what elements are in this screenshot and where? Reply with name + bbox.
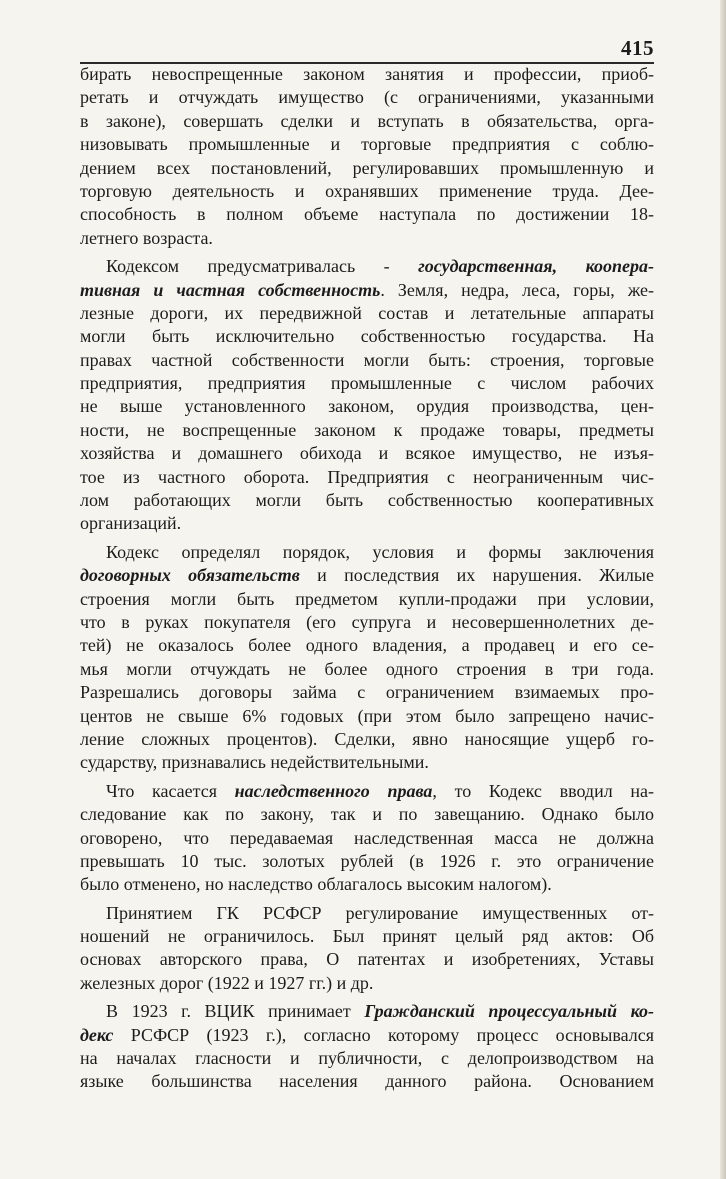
text-line <box>80 325 654 348</box>
text-run: могли быть исключительно собственностью государства. На <box>80 326 654 347</box>
text-run: способность в полном объеме наступала по достижении 18- <box>80 204 654 225</box>
text-line <box>80 873 654 896</box>
text-run: Разрешались договоры займа с ограничением взимаемых про- <box>80 682 654 703</box>
text-run: Принятием ГК РСФСР регулирование имущественных от- <box>106 902 654 923</box>
emphasized-term: тивная и частная собственность <box>80 279 381 300</box>
text-line <box>80 255 654 278</box>
text-line <box>80 1000 654 1023</box>
text-line <box>80 1024 654 1047</box>
emphasized-term: декс <box>80 1024 114 1045</box>
text-run: не выше установленного законом, орудия производства, цен- <box>80 396 654 417</box>
text-line <box>80 227 654 250</box>
text-run: сударству, признавались недействительными. <box>80 752 429 773</box>
text-line <box>80 972 654 995</box>
text-run: низовывать промышленные и торговые предприятия с соблю- <box>80 134 654 155</box>
paragraph-p6 <box>80 1000 654 1094</box>
text-line <box>80 349 654 372</box>
text-run: тей) не оказалось более одного владения, а продавец и его се- <box>80 635 654 656</box>
text-run: строения могли быть предметом купли-продажи при условии, <box>80 588 654 609</box>
text-line <box>80 203 654 226</box>
text-line <box>80 541 654 564</box>
text-line <box>80 1070 654 1093</box>
text-run: на началах гласности и публичности, с делопроизводством на <box>80 1048 654 1069</box>
paragraph-p5 <box>80 902 654 996</box>
paragraph-p4 <box>80 780 654 897</box>
text-run: правах частной собственности могли быть: строения, торговые <box>80 349 654 370</box>
text-run: было отменено, но наследство облагалось высоким налогом). <box>80 874 552 895</box>
text-run: РСФСР (1923 г.), согласно которому процесс основывался <box>113 1024 654 1045</box>
text-line <box>80 372 654 395</box>
text-line <box>80 419 654 442</box>
paragraph-p1 <box>80 63 654 250</box>
text-line <box>80 133 654 156</box>
text-run: и последствия их нарушения. Жилые <box>299 565 654 586</box>
text-line <box>80 751 654 774</box>
text-run: лезные дороги, их передвижной состав и летательные аппараты <box>80 302 654 323</box>
text-run: превышать 10 тыс. золотых рублей (в 1926 г. это ограничение <box>80 850 654 871</box>
text-line <box>80 705 654 728</box>
text-run: железных дорог (1922 и 1927 гг.) и др. <box>80 972 374 993</box>
text-line <box>80 588 654 611</box>
page-number: 415 <box>621 36 654 60</box>
text-line <box>80 925 654 948</box>
text-run: бирать невоспрещенные законом занятия и профессии, приоб- <box>80 64 654 84</box>
text-line <box>80 489 654 512</box>
text-line <box>80 681 654 704</box>
text-line <box>80 63 654 86</box>
page-edge <box>720 0 726 1179</box>
text-line <box>80 157 654 180</box>
text-run: летнего возраста. <box>80 227 213 248</box>
text-line <box>80 110 654 133</box>
text-line <box>80 180 654 203</box>
text-run: тое из частного оборота. Предприятия с неограниченным чис- <box>80 466 654 487</box>
text-run: что в руках покупателя (его супруга и несовершеннолетних де- <box>80 611 654 632</box>
text-run: языке большинства населения данного района. Основанием <box>80 1071 654 1092</box>
emphasized-term: договорных обязательств <box>80 565 300 586</box>
text-line <box>80 466 654 489</box>
text-line <box>80 850 654 873</box>
text-run: Кодекс определял порядок, условия и формы заключения <box>106 541 654 562</box>
text-line <box>80 395 654 418</box>
text-run: ретать и отчуждать имущество (с ограничениями, указанными <box>80 87 654 108</box>
text-line <box>80 658 654 681</box>
text-line <box>80 827 654 850</box>
text-line <box>80 564 654 587</box>
text-run: торговую деятельность и охранявших применение труда. Дее- <box>80 180 654 201</box>
emphasized-term: государственная, коопера- <box>418 256 654 277</box>
text-run: . Земля, недра, леса, горы, же- <box>380 279 654 300</box>
text-run: предприятия, предприятия промышленные с числом рабочих <box>80 373 654 394</box>
text-line <box>80 780 654 803</box>
text-run: Что касается <box>106 780 235 801</box>
emphasized-term: наследственного права <box>234 780 433 801</box>
emphasized-term: Гражданский процессуальный ко- <box>364 1001 654 1022</box>
text-line <box>80 902 654 925</box>
text-run: в законе), совершать сделки и вступать в обязательства, орга- <box>80 110 654 131</box>
text-line <box>80 634 654 657</box>
paragraph-p2 <box>80 255 654 536</box>
text-line <box>80 803 654 826</box>
text-line <box>80 279 654 302</box>
text-line <box>80 86 654 109</box>
text-line <box>80 1047 654 1070</box>
text-line <box>80 728 654 751</box>
paragraph-p3 <box>80 541 654 775</box>
text-run: ношений не ограничилось. Был принят целый ряд актов: Об <box>80 926 654 947</box>
text-line <box>80 442 654 465</box>
text-line <box>80 302 654 325</box>
text-run: следование как по закону, так и по завещанию. Однако было <box>80 804 654 825</box>
text-line <box>80 611 654 634</box>
text-run: дением всех постановлений, регулировавших промышленную и <box>80 157 654 178</box>
text-run: Кодексом предусматривалась - <box>106 256 419 277</box>
text-run: лом работающих могли быть собственностью кооперативных <box>80 490 654 511</box>
text-run: В 1923 г. ВЦИК принимает <box>106 1001 365 1022</box>
text-run: ности, не воспрещенные законом к продаже товары, предметы <box>80 419 654 440</box>
body-text <box>80 63 654 1094</box>
text-run: ление сложных процентов). Сделки, явно наносящие ущерб го- <box>80 728 654 749</box>
text-run: основах авторского права, О патентах и изобретениях, Уставы <box>80 949 654 970</box>
text-line <box>80 948 654 971</box>
text-run: хозяйства и домашнего обихода и всякое имущество, не изъя- <box>80 443 654 464</box>
text-line <box>80 512 654 535</box>
text-run: , то Кодекс вводил на- <box>432 780 654 801</box>
text-run: мья могли отчуждать не более одного строения в три года. <box>80 658 654 679</box>
text-run: оговорено, что передаваемая наследственная масса не должна <box>80 827 654 848</box>
text-run: организаций. <box>80 513 182 534</box>
text-run: центов не свыше 6% годовых (при этом было запрещено начис- <box>80 705 654 726</box>
